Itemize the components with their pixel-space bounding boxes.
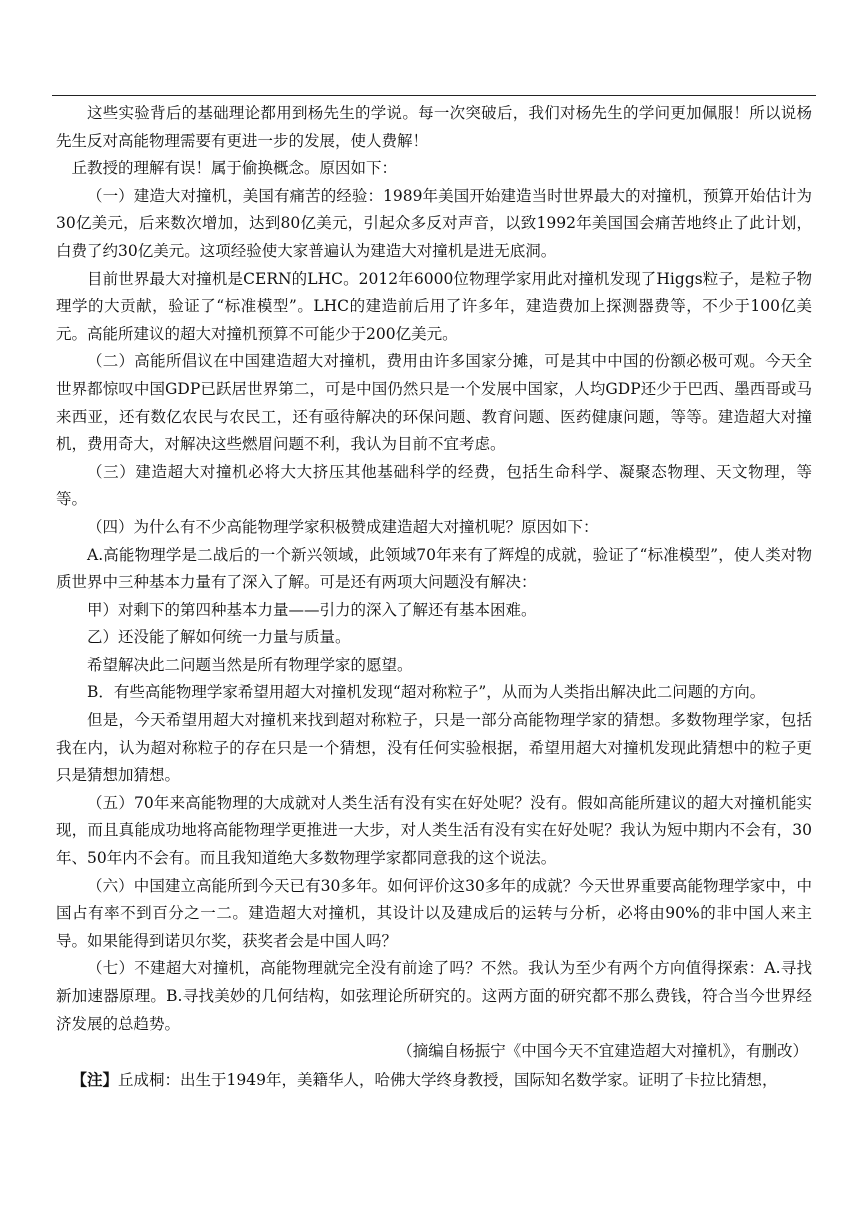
paragraph: 丘教授的理解有误！属于偷换概念。原因如下： xyxy=(71,159,398,178)
paragraph: 这些实验背后的基础理论都用到杨先生的学说。每一次突破后，我们对杨先生的学问更加佩服！所以说杨先生反对高能物理需要有更进一步的发展，使人费解！ xyxy=(56,104,812,150)
paragraph: （一）建造大对撞机，美国有痛苦的经验：1989年美国开始建造当时世界最大的对撞机，预算开始估计为30亿美元，后来数次增加，达到80亿美元，引起众多反对声音，以致1992年美国国会痛苦地终止了此计划，白费了约30亿美元。这项经验使大家普遍认为建造大对撞机是进无底洞。 xyxy=(56,186,812,260)
article-body xyxy=(56,100,812,1094)
paragraph: （七）不建超大对撞机，高能物理就完全没有前途了吗？不然。我认为至少有两个方向值得探索：A.寻找新加速器原理。B.寻找美妙的几何结构，如弦理论所研究的。这两方面的研究都不那么费钱，符合当今世界经济发展的总趋势。 xyxy=(56,959,812,1033)
header-rule xyxy=(52,95,816,96)
paragraph: B．有些高能物理学家希望用超大对撞机发现“超对称粒子”，从而为人类指出解决此二问题的方向。 xyxy=(87,683,766,702)
paragraph: A.高能物理学是二战后的一个新兴领域，此领域70年来有了辉煌的成就，验证了“标准模型”，使人类对物质世界中三种基本力量有了深入了解。可是还有两项大问题没有解决： xyxy=(56,545,812,592)
paragraph: 甲）对剩下的第四种基本力量——引力的深入了解还有基本困难。 xyxy=(87,600,537,619)
paragraph: 目前世界最大对撞机是CERN的LHC。2012年6000位物理学家用此对撞机发现了Higgs粒子，是粒子物理学的大贡献，验证了“标准模型”。LHC的建造前后用了许多年，建造费加上探测器费等，不少于100亿美元。高能所建议的超大对撞机预算不可能少于200亿美元。 xyxy=(56,269,812,343)
paragraph: （五）70年来高能物理的大成就对人类生活有没有实在好处呢？没有。假如高能所建议的超大对撞机能实现，而且真能成功地将高能物理学更推进一大步，对人类生活有没有实在好处呢？我认为短中期内不会有，30年、50年内不会有。而且我知道绝大多数物理学家都同意我的这个说法。 xyxy=(56,793,812,868)
paragraph: （四）为什么有不少高能物理学家积极赞成建造超大对撞机呢？原因如下： xyxy=(87,517,599,536)
paragraph: （三）建造超大对撞机必将大大挤压其他基础科学的经费，包括生命科学、凝聚态物理、天文物理，等等。 xyxy=(56,462,812,509)
paragraph: （六）中国建立高能所到今天已有30多年。如何评价这30多年的成就？今天世界重要高能物理学家中，中国占有率不到百分之一二。建造超大对撞机，其设计以及建成后的运转与分析，必将由90%的非中国人来主导。如果能得到诺贝尔奖，获奖者会是中国人吗？ xyxy=(56,876,812,950)
paragraph: 但是，今天希望用超大对撞机来找到超对称粒子，只是一部分高能物理学家的猜想。多数物理学家，包括我在内，认为超对称粒子的存在只是一个猜想，没有任何实验根据，希望用超大对撞机发现此猜想中的粒子更只是猜想加猜想。 xyxy=(56,711,812,785)
paragraph: （二）高能所倡议在中国建造超大对撞机，费用由许多国家分摊，可是其中中国的份额必极可观。今天全世界都惊叹中国GDP已跃居世界第二，可是中国仍然只是一个发展中国家，人均GDP还少于巴西、墨西哥或马来西亚，还有数亿农民与农民工，还有亟待解决的环保问题、教育问题、医药健康问题，等等。建造超大对撞机，费用奇大，对解决这些燃眉问题不利，我认为目前不宜考虑。 xyxy=(56,352,812,454)
footnote xyxy=(56,1066,812,1095)
paragraph: 乙）还没能了解如何统一力量与质量。 xyxy=(87,628,351,647)
paragraph: 希望解决此二问题当然是所有物理学家的愿望。 xyxy=(87,655,413,674)
footnote-tag: 【注】 xyxy=(71,1069,119,1089)
source-citation: （摘编自杨振宁《中国今天不宜建造超大对撞机》，有删改） xyxy=(397,1042,808,1061)
footnote-text: 丘成桐：出生于1949年，美籍华人，哈佛大学终身教授，国际知名数学家。证明了卡拉比猜想， xyxy=(118,1070,778,1089)
